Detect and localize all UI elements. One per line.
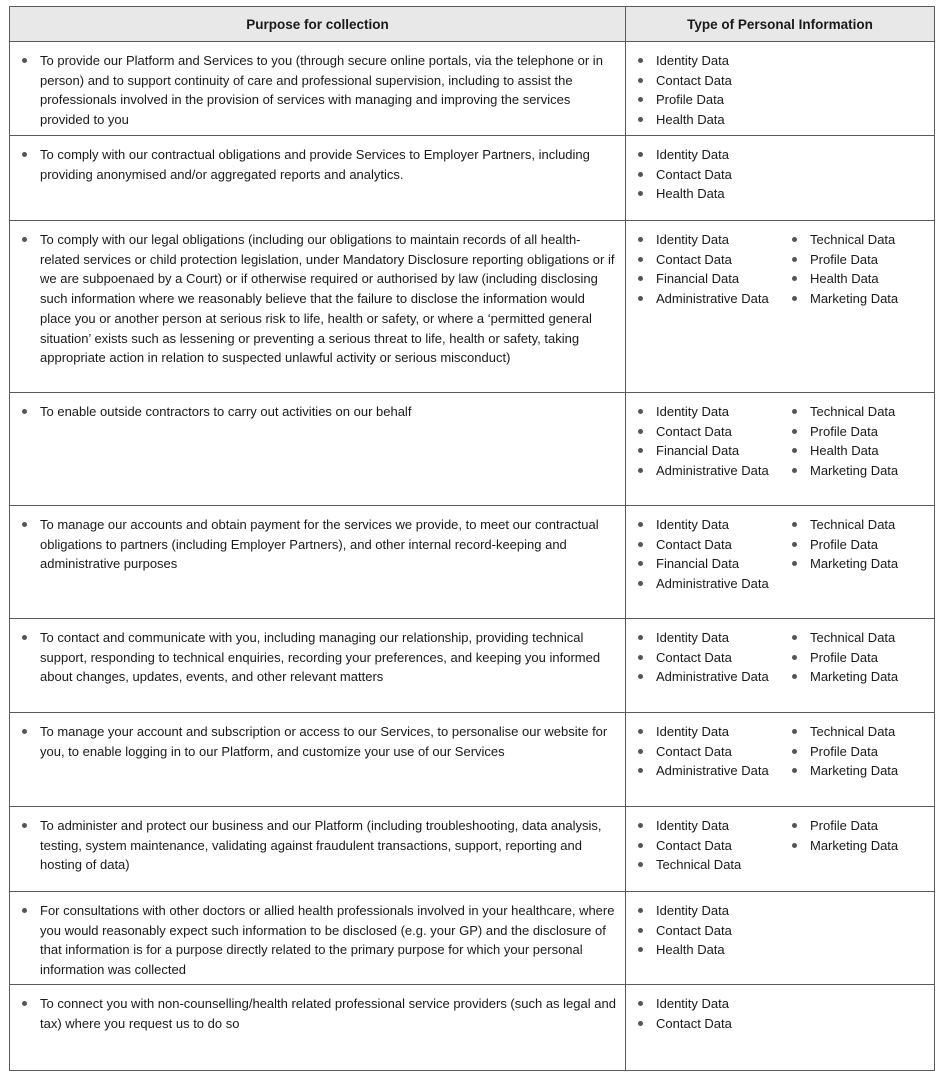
- type-item: Marketing Data: [790, 667, 930, 687]
- table-header-row: [10, 7, 935, 42]
- type-item: Contact Data: [636, 165, 790, 185]
- type-item: Profile Data: [636, 90, 790, 110]
- purpose-table: [9, 6, 935, 1071]
- type-item: Technical Data: [790, 230, 930, 250]
- type-item: Contact Data: [636, 71, 790, 91]
- type-item: Administrative Data: [636, 667, 790, 687]
- header-type: Type of Personal Information: [626, 7, 935, 42]
- type-cell: [626, 393, 935, 506]
- header-purpose: Purpose for collection: [10, 7, 626, 42]
- type-item: Health Data: [636, 940, 790, 960]
- purpose-text: To contact and communicate with you, including managing our relationship, providing technical support, responding to technical enquiries, recording your preferences, and keeping you informed about changes, updates, events, and other relevant matters: [40, 628, 617, 687]
- table-row: [10, 985, 935, 1071]
- type-cell: [626, 136, 935, 221]
- type-item: Profile Data: [790, 648, 930, 668]
- purpose-text: To manage your account and subscription or access to our Services, to personalise our website for you, to enable logging in to our Platform, and customize your use of our Services: [40, 722, 617, 761]
- type-item: Technical Data: [790, 722, 930, 742]
- purpose-cell: [10, 807, 626, 892]
- type-item: Profile Data: [790, 422, 930, 442]
- type-cell: [626, 985, 935, 1071]
- table-row: [10, 713, 935, 807]
- type-item: Contact Data: [636, 921, 790, 941]
- type-item: Health Data: [636, 184, 790, 204]
- type-list: [636, 816, 790, 875]
- type-list: [636, 994, 790, 1033]
- type-item: Technical Data: [790, 402, 930, 422]
- table-row: [10, 506, 935, 619]
- type-item: Identity Data: [636, 145, 790, 165]
- type-item: Identity Data: [636, 816, 790, 836]
- type-list: [636, 51, 790, 130]
- table-row: [10, 136, 935, 221]
- table-row: [10, 619, 935, 713]
- type-item: Administrative Data: [636, 289, 790, 309]
- type-item: Identity Data: [636, 515, 790, 535]
- type-item: Contact Data: [636, 1014, 790, 1034]
- type-item: Profile Data: [790, 535, 930, 555]
- type-item: Identity Data: [636, 901, 790, 921]
- type-item: Identity Data: [636, 628, 790, 648]
- type-item: Health Data: [636, 110, 790, 130]
- purpose-text: To provide our Platform and Services to you (through secure online portals, via the telephone or in person) and to support continuity of care and professional supervision, including to assist the professionals involved in the provision of services with managing and improving the services provided to you: [40, 51, 617, 130]
- purpose-text: To enable outside contractors to carry out activities on our behalf: [40, 402, 617, 422]
- type-list: [636, 901, 790, 960]
- purpose-text: To comply with our contractual obligations and provide Services to Employer Partners, including providing anonymised and/or aggregated reports and analytics.: [40, 145, 617, 184]
- purpose-cell: [10, 619, 626, 713]
- type-item: Contact Data: [636, 535, 790, 555]
- type-cell: [626, 713, 935, 807]
- type-item: Financial Data: [636, 441, 790, 461]
- type-item: Contact Data: [636, 648, 790, 668]
- type-list: [790, 628, 930, 687]
- type-item: Health Data: [790, 441, 930, 461]
- type-list: [790, 402, 930, 481]
- type-item: Profile Data: [790, 742, 930, 762]
- type-item: Profile Data: [790, 816, 930, 836]
- type-item: Administrative Data: [636, 574, 790, 594]
- type-item: Administrative Data: [636, 461, 790, 481]
- type-item: Identity Data: [636, 402, 790, 422]
- type-item: Financial Data: [636, 554, 790, 574]
- type-list: [790, 816, 930, 875]
- type-item: Profile Data: [790, 250, 930, 270]
- type-list: [790, 515, 930, 594]
- type-list: [636, 145, 790, 204]
- type-cell: [626, 619, 935, 713]
- type-item: Contact Data: [636, 836, 790, 856]
- purpose-text: For consultations with other doctors or allied health professionals involved in your healthcare, where you would reasonably expect such information to be disclosed (e.g. your GP) and the disclosure of that information is for a purpose directly related to the primary purpose for which your personal information was collected: [40, 901, 617, 980]
- type-item: Contact Data: [636, 422, 790, 442]
- type-item: Health Data: [790, 269, 930, 289]
- type-list: [636, 722, 790, 781]
- purpose-text: To comply with our legal obligations (including our obligations to maintain records of all health-related services or child protection legislation, under Mandatory Disclosure reporting obligations or if we are subpoenaed by a Court) or if otherwise required or authorised by law (including disclosing such information where we reasonably believe that the failure to disclose the information would place you or another person at serious risk to life, health or safety, or where a ‘permitted general situation’ exists such as lessening or preventing a serious threat to life, health or safety, taking appropriate action in relation to suspected unlawful activity or serious misconduct): [40, 230, 617, 368]
- table-row: [10, 393, 935, 506]
- type-list: [636, 628, 790, 687]
- type-item: Marketing Data: [790, 761, 930, 781]
- type-cell: [626, 807, 935, 892]
- type-item: Identity Data: [636, 994, 790, 1014]
- type-item: Technical Data: [790, 628, 930, 648]
- type-item: Financial Data: [636, 269, 790, 289]
- type-item: Identity Data: [636, 51, 790, 71]
- type-list: [636, 402, 790, 481]
- type-list: [636, 515, 790, 594]
- type-item: Contact Data: [636, 250, 790, 270]
- purpose-cell: [10, 42, 626, 136]
- purpose-cell: [10, 221, 626, 393]
- table-row: [10, 892, 935, 985]
- type-item: Marketing Data: [790, 554, 930, 574]
- type-item: Marketing Data: [790, 836, 930, 856]
- type-item: Contact Data: [636, 742, 790, 762]
- type-item: Identity Data: [636, 230, 790, 250]
- type-list: [790, 230, 930, 309]
- purpose-cell: [10, 985, 626, 1071]
- type-item: Technical Data: [636, 855, 790, 875]
- table-row: [10, 42, 935, 136]
- purpose-cell: [10, 393, 626, 506]
- type-list: [790, 722, 930, 781]
- purpose-cell: [10, 136, 626, 221]
- type-cell: [626, 892, 935, 985]
- purpose-cell: [10, 892, 626, 985]
- purpose-text: To connect you with non-counselling/health related professional service providers (such as legal and tax) where you request us to do so: [40, 994, 617, 1033]
- type-cell: [626, 221, 935, 393]
- purpose-cell: [10, 506, 626, 619]
- table-row: [10, 807, 935, 892]
- type-item: Identity Data: [636, 722, 790, 742]
- purpose-text: To manage our accounts and obtain payment for the services we provide, to meet our contractual obligations to partners (including Employer Partners), and other internal record-keeping and administrative purposes: [40, 515, 617, 574]
- purpose-cell: [10, 713, 626, 807]
- type-cell: [626, 42, 935, 136]
- type-item: Administrative Data: [636, 761, 790, 781]
- purpose-text: To administer and protect our business and our Platform (including troubleshooting, data analysis, testing, system maintenance, validating against fraudulent transactions, support, reporting and hosting of data): [40, 816, 617, 875]
- type-item: Marketing Data: [790, 461, 930, 481]
- type-list: [636, 230, 790, 309]
- table-row: [10, 221, 935, 393]
- type-item: Technical Data: [790, 515, 930, 535]
- type-cell: [626, 506, 935, 619]
- type-item: Marketing Data: [790, 289, 930, 309]
